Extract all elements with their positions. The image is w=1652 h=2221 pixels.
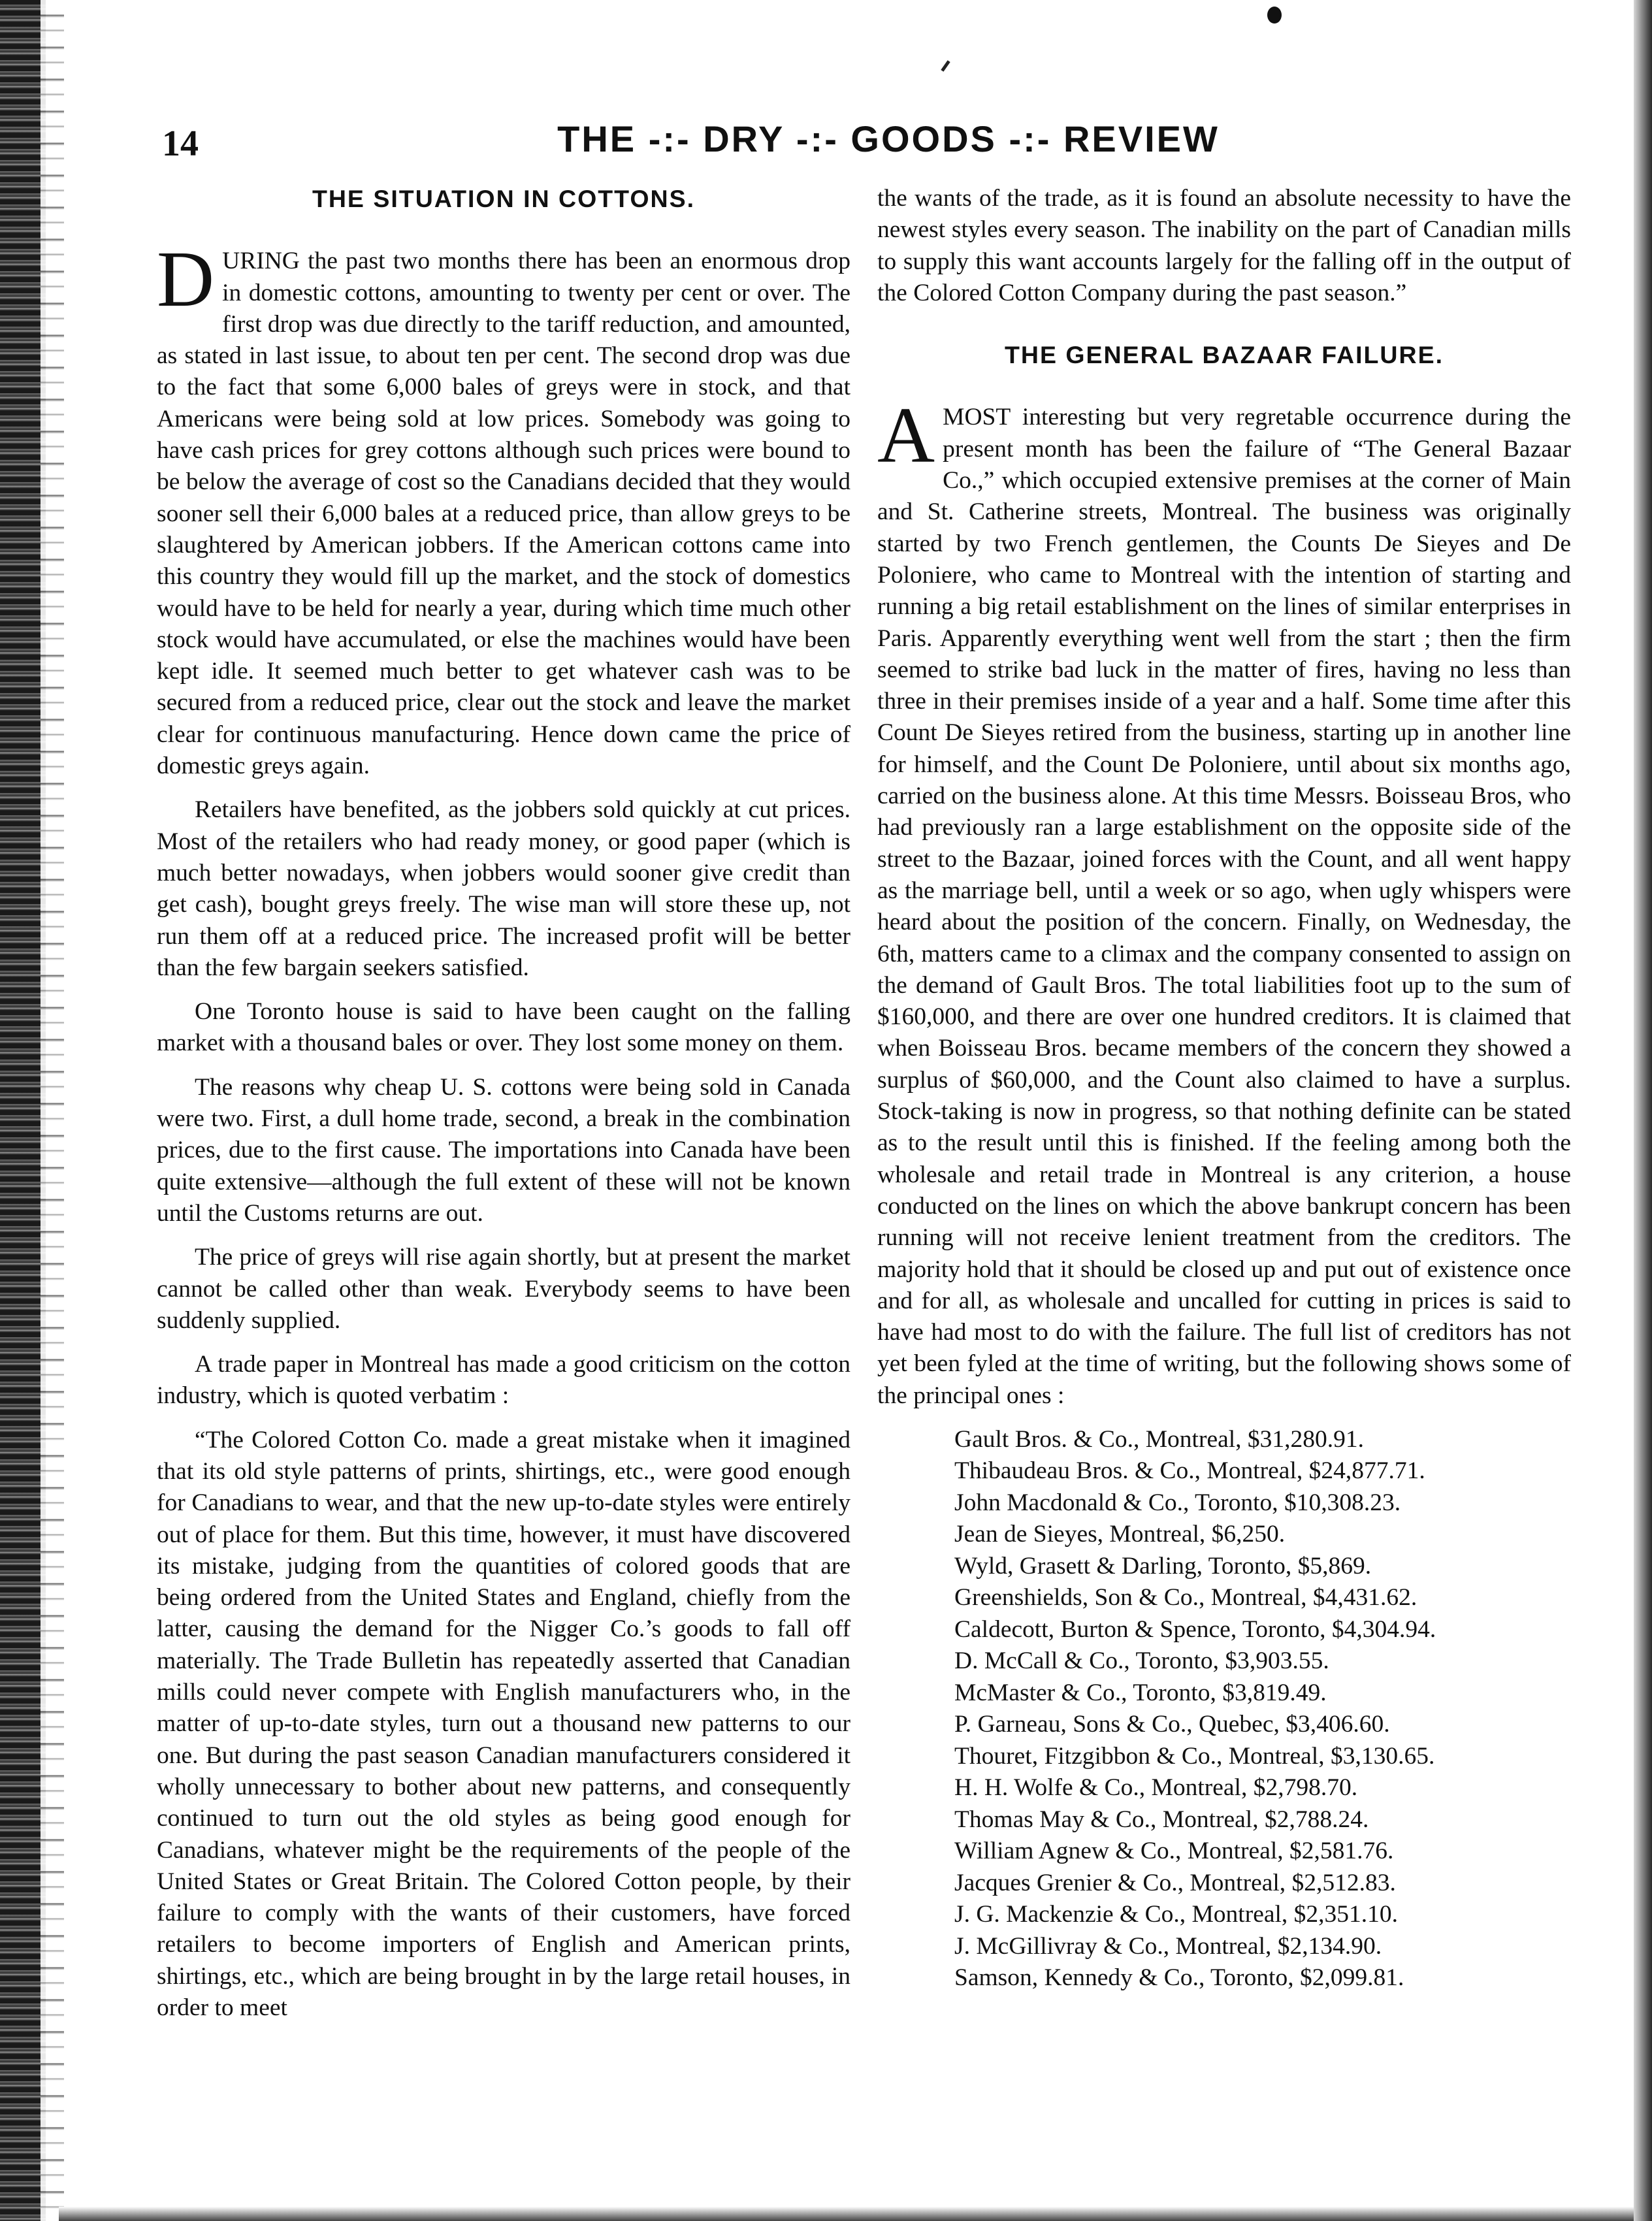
- cottons-paragraph-6: A trade paper in Montreal has made a good criticism on the cotton industry, which is quoted verbatim :: [157, 1351, 850, 1410]
- creditor-entry: Gault Bros. & Co., Montreal, $31,280.91.: [954, 1425, 1365, 1453]
- drop-cap-a: A: [877, 391, 935, 480]
- bazaar-paragraph-1: [877, 391, 1571, 1412]
- creditor-entry: J. McGillivray & Co., Montreal, $2,134.90.: [954, 1932, 1382, 1960]
- left-column: [157, 183, 850, 2036]
- print-mark: [941, 60, 950, 72]
- creditor-entry: Greenshields, Son & Co., Montreal, $4,431.62.: [954, 1584, 1417, 1612]
- article-heading-cottons: THE SITUATION IN COTTONS.: [312, 185, 696, 212]
- cottons-paragraph-3: One Toronto house is said to have been caught on the falling market with a thousand bales or over. They lost some money on them.: [157, 998, 850, 1057]
- creditor-entry: Thibaudeau Bros. & Co., Montreal, $24,877.71.: [954, 1457, 1425, 1485]
- cottons-quote: “The Colored Cotton Co. made a great mistake when it imagined that its old style patterns of prints, shirtings, etc., were good enough for Canadians to wear, and that the new up-to-date styles were entirely out of place for them. But this time, however, it must have discovered its mistake, judging from the quantities of colored goods that are being ordered from the United States and England, chiefly from the latter, causing the demand for the Nigger Co.’s goods to fall off materially. The Trade Bulletin has repeatedly asserted that Canadian mills could never compete with English manufacturers who, in the matter of up-to-date styles, turn out a thousand new patterns to our one. But during the past season Canadian manufacturers considered it wholly unnecessary to bother about new patterns, and consequently continued to turn out the old styles as being good enough for Canadians, whatever might be the requirements of the people of the United States or Great Britain. The Colored Cotton people, by their failure to comply with the wants of their customers, have forced retailers to become importers of English and American prints, shirtings, etc., which are being brought in by the large retail houses, in order to meet: [157, 1426, 850, 2022]
- creditor-entry: McMaster & Co., Toronto, $3,819.49.: [954, 1679, 1327, 1706]
- creditor-entry: William Agnew & Co., Montreal, $2,581.76.: [954, 1838, 1394, 1865]
- book-spine-edge: [0, 0, 46, 2221]
- bazaar-paragraph-1-text: MOST interesting but very regretable occurrence during the present month has been the failure of “The General Bazaar Co.,” which occupied extensive premises at the corner of Main and St. Catherine streets, Montreal. The business was originally started by two French gentlemen, the Counts De Sieyes and De Poloniere, who came to Montreal with the intention of starting and running a big retail establishment on the lines of similar enterprises in Paris. Apparently everything went well from the start ; then the firm seemed to strike bad luck in the matter of fires, having no less than three in their premises inside of a year and a half. Some time after this Count De Sieyes retired from the business, starting up in another line for himself, and the Count De Poloniere, until about six months ago, carried on the business alone. At this time Messrs. Boisseau Bros, who had previously ran a large establishment on the opposite side of the street to the Bazaar, joined forces with the Count, and all went happy as the marriage bell, until a week or so ago, when ugly whispers were heard about the position of the concern. Finally, on Wednesday, the 6th, matters came to a climax and the company consented to assign on the demand of Gault Bros. The total liabilities foot up to the sum of $160,000, and there are over one hundred creditors. It is claimed that when Boisseau Bros. became members of the concern they showed a surplus of $60,000, and the Count also claimed to have a surplus. Stock-taking is now in progress, so that nothing definite can be stated as to the result until this is finished. If the feeling among both the wholesale and retail trade in Montreal is any criterion, a house conducted on the lines on which the above bankrupt concern has been running will not receive lenient treatment from the creditors. The majority hold that it should be closed up and put out of existence once and for all, as wholesale and uncalled for cutting in prices is said to have had most to do with the failure. The full list of creditors has not yet been fyled at the time of writing, but the following shows some of the principal ones :: [877, 404, 1571, 1409]
- print-blot: [1267, 7, 1282, 24]
- creditor-entry: Thomas May & Co., Montreal, $2,788.24.: [954, 1806, 1369, 1833]
- creditor-entry: John Macdonald & Co., Toronto, $10,308.23.: [954, 1489, 1401, 1516]
- cottons-paragraph-5: The price of greys will rise again shortly, but at present the market cannot be called other than weak. Everybody seems to have been suddenly supplied.: [157, 1244, 850, 1334]
- cottons-quote-continued: the wants of the trade, as it is found an absolute necessity to have the newest styles every season. The inability on the part of Canadian mills to supply this want accounts largely for the falling off in the output of the Colored Cotton Company during the past season.”: [877, 185, 1571, 306]
- creditor-entry: Jacques Grenier & Co., Montreal, $2,512.83.: [954, 1869, 1396, 1896]
- creditor-entry: Samson, Kennedy & Co., Toronto, $2,099.81.: [954, 1964, 1404, 1992]
- creditor-entry: P. Garneau, Sons & Co., Quebec, $3,406.60.: [954, 1711, 1390, 1738]
- page-number: 14: [162, 123, 199, 164]
- creditor-list: [954, 1424, 1571, 1994]
- article-heading-bazaar: THE GENERAL BAZAAR FAILURE.: [1004, 341, 1444, 369]
- cottons-paragraph-4: The reasons why cheap U. S. cottons were being sold in Canada were two. First, a dull home trade, second, a break in the combination prices, due to the first cause. The importations into Canada have been quite extensive—although the full extent of these will not be known until the Customs returns are out.: [157, 1073, 850, 1227]
- creditor-entry: H. H. Wolfe & Co., Montreal, $2,798.70.: [954, 1774, 1358, 1802]
- drop-cap-d: D: [157, 235, 215, 324]
- page-gutter-noise: [40, 0, 64, 2221]
- page-right-shadow: [1634, 0, 1652, 2221]
- creditor-entry: Jean de Sieyes, Montreal, $6,250.: [954, 1521, 1286, 1548]
- cottons-paragraph-1: [157, 235, 850, 782]
- creditor-entry: D. McCall & Co., Toronto, $3,903.55.: [954, 1647, 1329, 1675]
- publication-title: THE -:- DRY -:- GOODS -:- REVIEW: [557, 118, 1220, 159]
- creditor-entry: J. G. Mackenzie & Co., Montreal, $2,351.10.: [954, 1901, 1399, 1928]
- right-column: [877, 183, 1571, 1994]
- creditor-entry: Wyld, Grasett & Darling, Toronto, $5,869.: [954, 1552, 1372, 1580]
- creditor-entry: Thouret, Fitzgibbon & Co., Montreal, $3,130.65.: [954, 1742, 1435, 1770]
- creditor-entry: Caldecott, Burton & Spence, Toronto, $4,304.94.: [954, 1615, 1436, 1643]
- cottons-paragraph-2: Retailers have benefited, as the jobbers sold quickly at cut prices. Most of the retailers who had ready money, or good paper (which is much better nowadays, when jobbers would sooner give credit than get cash), bought greys freely. The wise man will store these up, not run them off at a reduced price. The increased profit will be better than the few bargain seekers satisfied.: [157, 796, 850, 981]
- page-bottom-shadow: [59, 2207, 1634, 2221]
- cottons-paragraph-1-text: URING the past two months there has been an enormous drop in domestic cottons, amounting to twenty per cent or over. The first drop was due directly to the tariff reduction, and amounted, as stated in last issue, to about ten per cent. The second drop was due to the fact that some 6,000 bales of greys were in stock, and that Americans were being sold at low prices. Somebody was going to have cash prices for grey cottons although such prices were bound to be below the average of cost so the Canadians decided that they would sooner sell their 6,000 bales at a reduced price, than allow greys to be slaughtered by American jobbers. If the American cottons came into this country they would fill up the market, and the stock of domestics would have to be held for nearly a year, during which time much other stock would have accumulated, or else the machines would have been kept idle. It seemed much better to get whatever cash was to be secured from a reduced price, clear out the stock and leave the market clear for continuous manufacturing. Hence down came the price of domestic greys again.: [157, 248, 850, 780]
